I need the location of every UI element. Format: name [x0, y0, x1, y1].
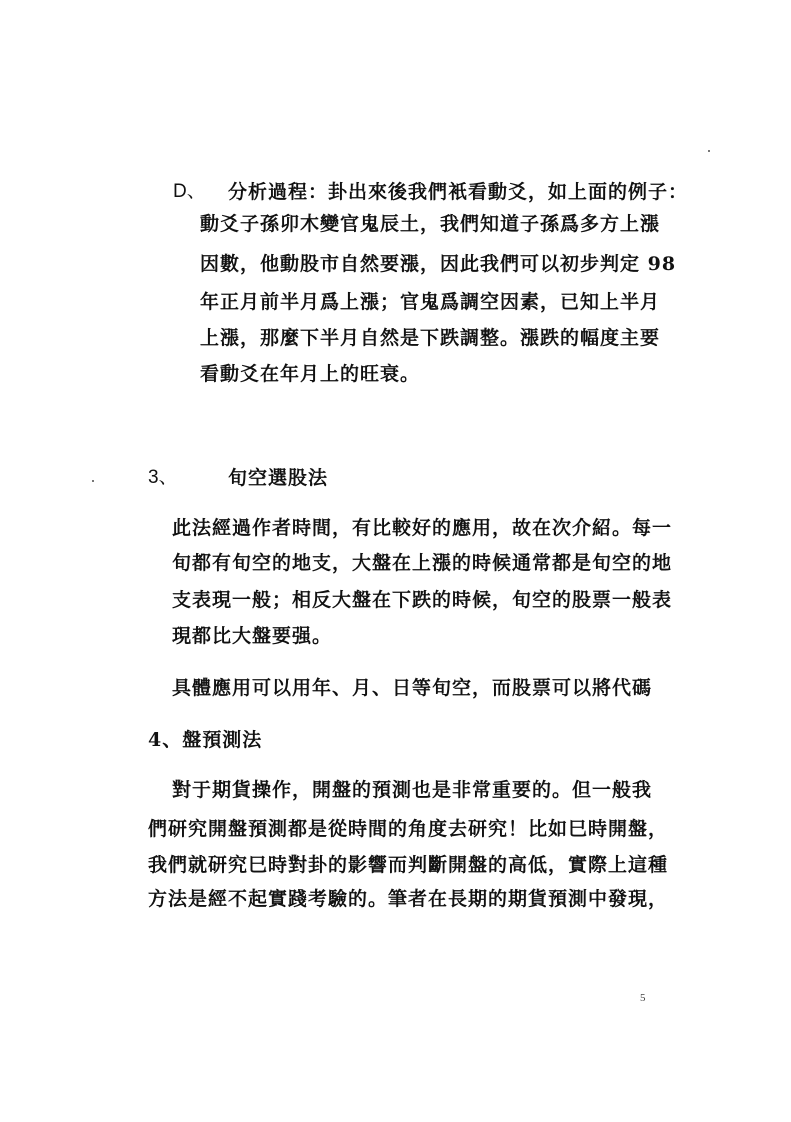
- section-3-para1-line-2: 旬都有旬空的地支，大盤在上漲的時候通常都是旬空的地: [172, 552, 673, 574]
- section-3-para2: 具體應用可以用年、月、日等旬空，而股票可以將代碼: [172, 677, 653, 699]
- section-d-line-4: 年正月前半月爲上漲；官鬼爲調空因素，已知上半月: [200, 291, 661, 313]
- section-3-para1-line-1: 此法經過作者時間，有比較好的應用，故在次介紹。每一: [172, 517, 673, 539]
- section-d-line-6: 看動爻在年月上的旺衰。: [200, 363, 421, 385]
- section-d-line-2: 動爻子孫卯木變官鬼辰土，我們知道子孫爲多方上漲: [200, 213, 661, 235]
- section-4-line-4: 方法是經不起實踐考驗的。筆者在長期的期貨預測中發現，: [148, 888, 669, 910]
- section-3-para1-line-4: 現都比大盤要强。: [172, 625, 333, 647]
- page-number: 5: [640, 992, 646, 1004]
- section-d-line-5: 上漲，那麼下半月自然是下跌調整。漲跌的幅度主要: [200, 327, 661, 349]
- section-4-heading: 4、盤預測法: [148, 729, 263, 751]
- section-d-line-1: 分析過程：卦出來後我們衹看動爻，如上面的例子：: [228, 181, 689, 203]
- scan-speck: [708, 150, 710, 152]
- section-d-line-3: 因數，他動股市自然要漲，因此我們可以初步判定 98: [200, 253, 677, 275]
- section-d-label: D、: [173, 181, 206, 202]
- section-4-line-2: 們研究開盤預測都是從時間的角度去研究！比如巳時開盤，: [148, 818, 669, 840]
- section-4-line-3: 我們就研究巳時對卦的影響而判斷開盤的高低，實際上這種: [148, 854, 669, 876]
- scan-speck: [92, 480, 94, 482]
- section-3-title: 旬空選股法: [228, 467, 329, 489]
- section-4-line-1: 對于期貨操作，開盤的預測也是非常重要的。但一般我: [172, 779, 653, 801]
- section-3-para1-line-3: 支表現一般；相反大盤在下跌的時候，旬空的股票一般表: [172, 589, 673, 611]
- section-3-number: 3、: [148, 467, 178, 488]
